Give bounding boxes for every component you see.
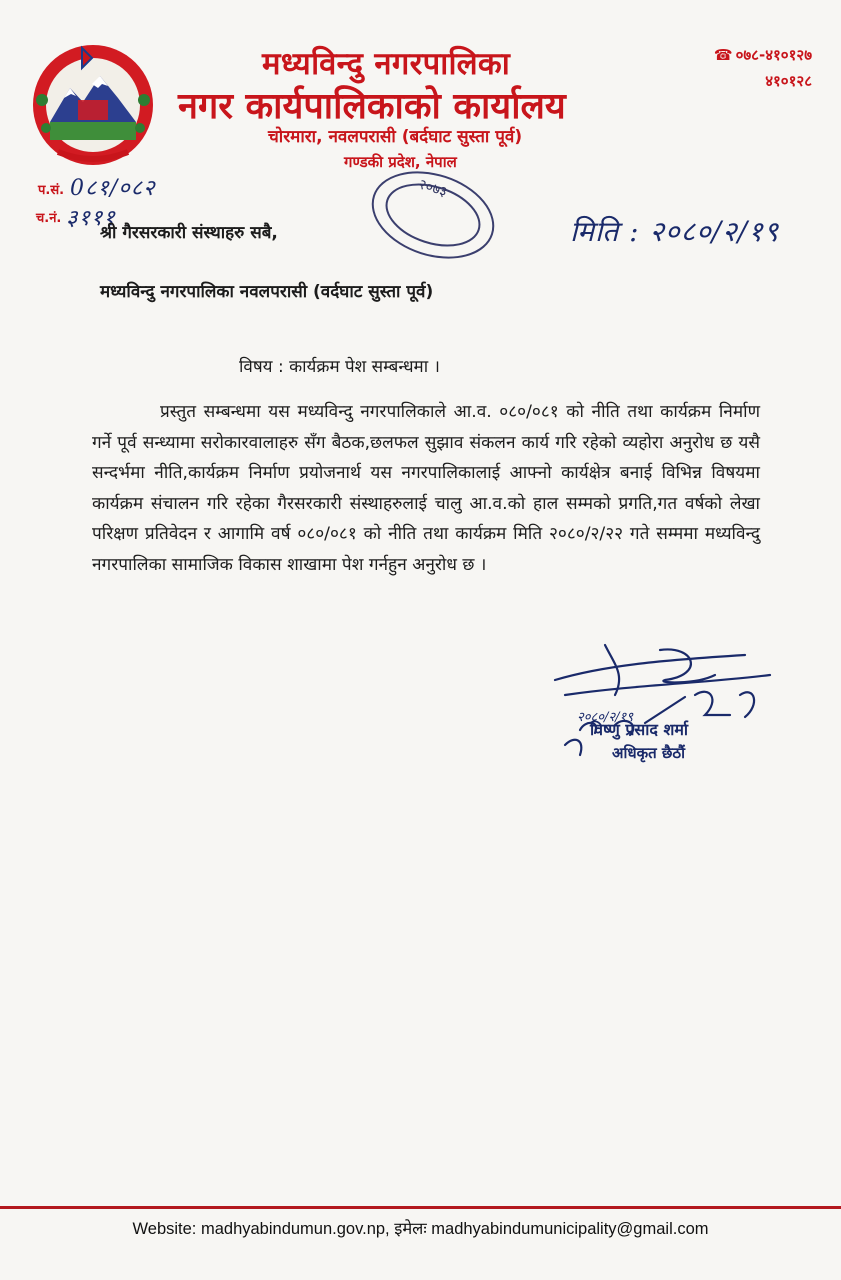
municipality-name: मध्यविन्दु नगरपालिका	[262, 46, 511, 82]
stamp-number: २०७३	[416, 176, 450, 201]
cn-value: ३१११	[66, 206, 116, 231]
phone-block	[672, 45, 812, 91]
nepal-emblem-icon	[28, 40, 158, 170]
signatory-name: विष्णु प्रसाद शर्मा	[590, 720, 689, 739]
letter-date: मिति : २०८०/२/१९	[570, 215, 780, 248]
phone-icon: ☎	[713, 46, 733, 64]
ps-label: प.सं.	[38, 183, 65, 198]
cn-label: च.नं.	[36, 211, 62, 226]
phone-number-1: ०७८-४१०१२७	[735, 46, 812, 64]
office-name: नगर कार्यपालिकाको कार्यालय	[178, 86, 566, 127]
ps-value: 0८१/०८२	[70, 176, 156, 201]
addressee-line-2: मध्यविन्दु नगरपालिका नवलपरासी (वर्दघाट सुस्ता पूर्व)	[100, 282, 434, 302]
addressee-line-1: श्री गैरसरकारी संस्थाहरु सबै,	[100, 223, 278, 243]
office-address: चोरमारा, नवलपरासी (बर्दघाट सुस्ता पूर्व)	[268, 127, 523, 147]
footer-contact: Website: madhyabindumun.gov.np, इमेलः madhyabindumunicipality@gmail.com	[132, 1220, 709, 1238]
signatory-title: अधिकृत छैठौं	[612, 744, 685, 762]
phone-number-2: ४१०१२८	[765, 72, 812, 90]
footer-divider	[0, 1206, 841, 1209]
letter-body: प्रस्तुत सम्बन्धमा यस मध्यविन्दु नगरपालिकाले आ.व. ०८०/०८१ को नीति तथा कार्यक्रम निर्माण गर्ने पूर्व सन्ध्यामा सरोकारवालाहरु सँग बैठक,छलफल सुझाव संकलन कार्य गरि रहेको व्यहोरा अनुरोध छ यसै सन्दर्भमा नीति,कार्यक्रम निर्माण प्रयोजनार्थ यस नगरपालिकालाई आफ्नो कार्यक्षेत्र बनाई विभिन्न विषयमा कार्यक्रम संचालन गरि रहेका गैरसरकारी संस्थाहरुलाई चालु आ.व.को हाल सम्मको प्रगति,गत वर्षको लेखा परिक्षण प्रतिवेदन र आगामि वर्ष ०८०/०८१ को नीति तथा कार्यक्रम मिति २०८०/२/२२ गते सम्ममा मध्यविन्दु नगरपालिका सामाजिक विकास शाखामा पेश गर्नहुन अनुरोध छ ।	[92, 402, 760, 575]
subject-line: विषय : कार्यक्रम पेश सम्बन्धमा ।	[239, 357, 440, 377]
office-province: गण्डकी प्रदेश, नेपाल	[344, 153, 457, 171]
office-stamp	[358, 160, 508, 270]
signature-date: २०८०/२/१९	[577, 710, 634, 725]
